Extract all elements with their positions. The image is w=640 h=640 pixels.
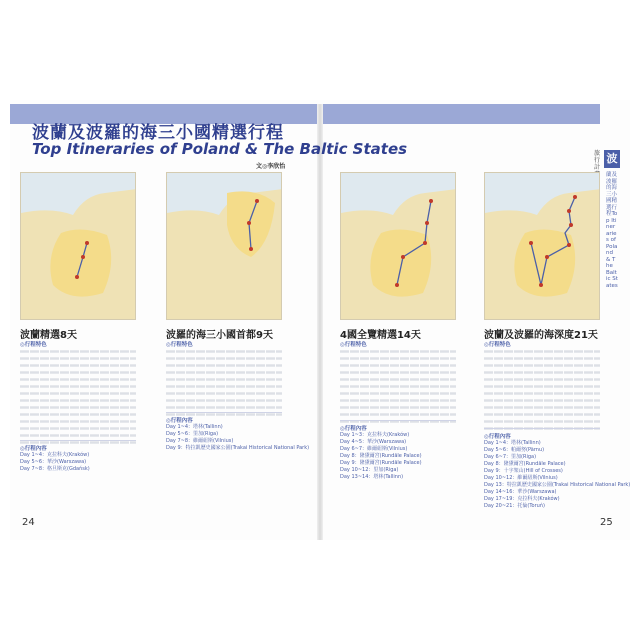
- day-item: Day 7~8：格旦斯克(Gdańsk): [20, 466, 90, 472]
- itinerary-heading: ◎行程內容: [340, 426, 367, 432]
- day-item: Day 5~6：帕爾努(Pärnu): [484, 447, 545, 453]
- section-divider: [340, 420, 456, 421]
- day-item: Day 5~6：里加(Riga): [166, 431, 219, 437]
- side-section-label: 旅行計: [594, 150, 601, 171]
- day-item: Day 10~12：里加(Riga): [340, 467, 399, 473]
- day-item: Day 1~4：克拉科夫(Kraków): [20, 452, 90, 458]
- day-item: Day 13：特拉凱歷史國家公園(Trakai Historical National Park): [484, 482, 631, 488]
- route-description: [340, 348, 456, 425]
- highlight-heading: ◎行程特色: [484, 342, 511, 348]
- day-item: Day 13~14：塔林(Tallinn): [340, 474, 404, 480]
- route-title: 波蘭及波羅的海深度21天: [484, 330, 598, 341]
- day-item: Day 8：隆黛爾宮(Rundāle Palace): [484, 461, 566, 467]
- author-credit: 文◎李欣怡: [256, 163, 286, 170]
- day-item: Day 1~4：塔林(Tallinn): [166, 424, 223, 430]
- route-map: [20, 172, 136, 320]
- route-title: 4國全覽精選14天: [340, 330, 421, 341]
- itinerary-days: [484, 440, 631, 510]
- day-item: Day 9：隆黛爾宮(Rundāle Palace): [340, 460, 422, 466]
- day-item: Day 9：十字架山(Hill of Crosses): [484, 468, 563, 474]
- highlight-heading: ◎行程特色: [166, 342, 193, 348]
- day-item: Day 6~7：里加(Riga): [484, 454, 537, 460]
- itinerary-heading: ◎行程內容: [484, 434, 511, 440]
- page-number-right: 25: [600, 517, 613, 528]
- route-map: [340, 172, 456, 320]
- day-item: Day 10~12：維爾紐斯(Vilnius): [484, 475, 558, 481]
- itinerary-heading: ◎行程內容: [166, 418, 193, 424]
- route-title: 波蘭精選8天: [20, 330, 77, 341]
- route-map: [484, 172, 600, 320]
- itinerary-days: [166, 424, 310, 452]
- route-description: [484, 348, 600, 432]
- itinerary-days: [20, 452, 140, 473]
- day-item: Day 14~16：華沙(Warszawa): [484, 489, 557, 495]
- section-divider: [484, 428, 600, 429]
- day-item: Day 8：隆黛爾宮(Rundāle Palace): [340, 453, 422, 459]
- day-item: Day 1~4：塔林(Tallinn): [484, 440, 541, 446]
- page-title-zh: 波蘭及波羅的海三小國精選行程: [32, 123, 284, 143]
- day-item: Day 20~21：托倫(Toruń): [484, 503, 545, 509]
- section-divider: [20, 440, 136, 441]
- day-item: Day 1~3：克拉科夫(Kraków): [340, 432, 410, 438]
- day-item: Day 9：特拉凱歷史國家公園(Trakai Historical National Park): [166, 445, 310, 451]
- side-tab-box: 波: [604, 150, 620, 168]
- itinerary-heading: ◎行程內容: [20, 446, 47, 452]
- highlight-heading: ◎行程特色: [20, 342, 47, 348]
- day-item: Day 5~6：華沙(Warszawa): [20, 459, 87, 465]
- route-map: [166, 172, 282, 320]
- page-title-en: Top Itineraries of Poland & The Baltic States: [32, 140, 408, 158]
- section-divider: [166, 412, 282, 413]
- day-item: Day 17~19：克拉科夫(Kraków): [484, 496, 560, 502]
- route-description: [166, 348, 282, 418]
- side-tab-text: 蘭及波羅的海三小國精選行程Top Itineraries of Poland & The Baltic States: [606, 172, 618, 289]
- day-item: Day 7~8：維爾紐斯(Vilnius): [166, 438, 234, 444]
- route-title: 波羅的海三小國首都9天: [166, 330, 273, 341]
- route-description: [20, 348, 136, 446]
- highlight-heading: ◎行程特色: [340, 342, 367, 348]
- day-item: Day 4~5：華沙(Warszawa): [340, 439, 407, 445]
- day-item: Day 6~7：維爾紐斯(Vilnius): [340, 446, 408, 452]
- page-number-left: 24: [22, 517, 35, 528]
- itinerary-days: [340, 432, 460, 481]
- page-gutter: [317, 104, 323, 540]
